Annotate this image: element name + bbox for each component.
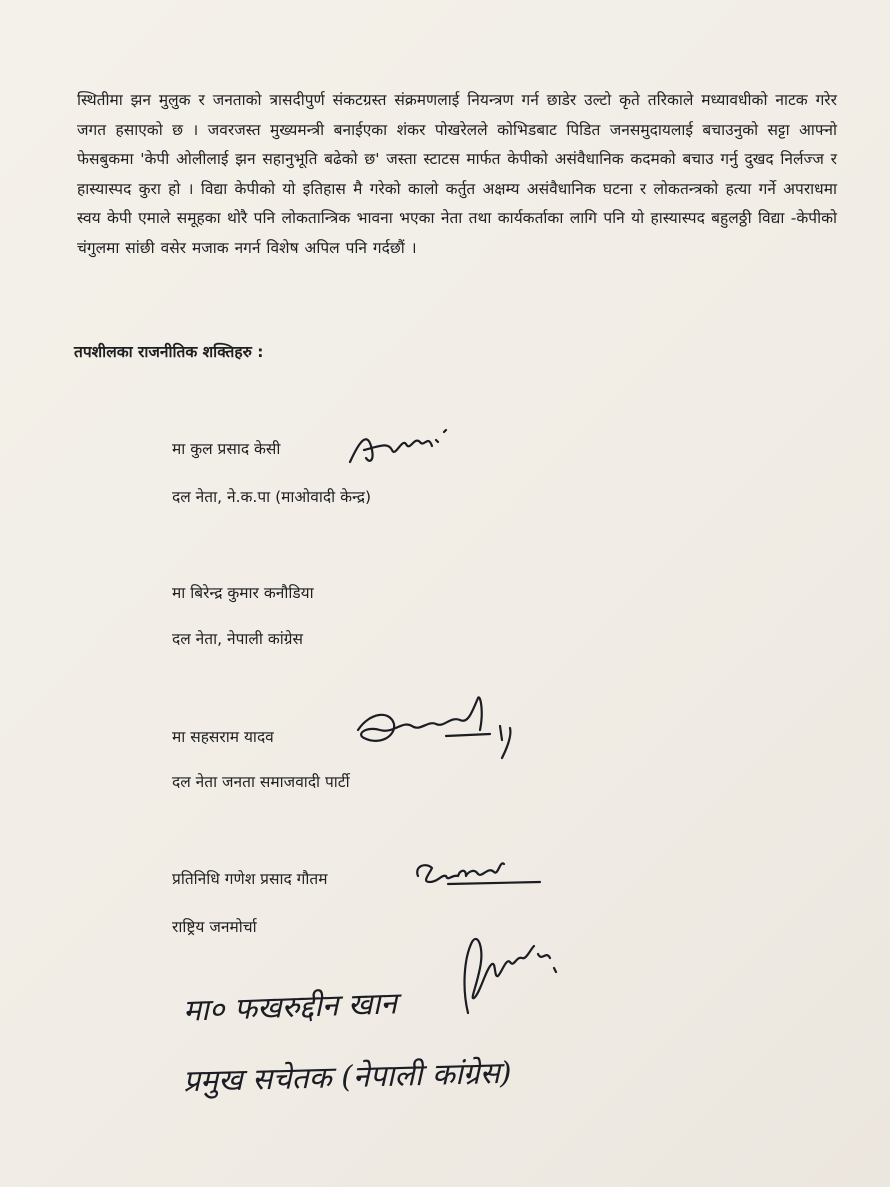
signature-mark <box>408 846 548 891</box>
body-paragraph: स्थितीमा झन मुलुक र जनताको त्रासदीपुर्ण संकटग्रस्त संक्रमणलाई नियन्त्रण गर्न छाडेर उल्टो कृते तरिकाले मध्यावधीको नाटक गरेर जगत हसाएको छ । जवरजस्त मुख्यमन्त्री बनाईएका शंकर पोखरेलले कोभिडबाट पिडित जनसमुदायलाई बचाउनुको सट्टा आफ्नो फेसबुकमा 'केपी ओलीलाई झन सहानुभूति बढेको छ' जस्ता स्टाटस मार्फत केपीको असंवैधानिक कदमको बचाउ गर्नु दुखद निर्लज्ज र हास्यास्पद कुरा हो । विद्या केपीको यो इतिहास मै गरेको कालो कर्तुत अक्षम्य असंवैधानिक घटना र लोकतन्त्रको हत्या गर्ने अपराधमा स्वय केपी एमाले समूहका थोरै पनि लोकतान्त्रिक भावना भएका नेता तथा कार्यकर्ताका लागि पनि यो हास्यास्पद बहुलठ्ठी विद्या -केपीको चंगुलमा सांछी वसेर मजाक नगर्न विशेष अपिल पनि गर्दछौं । <box>77 91 837 257</box>
handwritten-title: प्रमुख सचेतक (नेपाली कांग्रेस) <box>182 1055 513 1100</box>
signature-mark <box>450 928 570 1023</box>
handwritten-name: मा० फखरुद्दीन खान <box>182 986 398 1029</box>
signatory-title: दल नेता, नेपाली कांग्रेस <box>172 630 303 648</box>
signatory-name: प्रतिनिधि गणेश प्रसाद गौतम <box>172 870 328 888</box>
signature-mark <box>340 420 460 470</box>
signatory-name: मा सहसराम यादव <box>172 728 274 746</box>
signatories-heading: तपशीलका राजनीतिक शक्तिहरु : <box>74 343 264 361</box>
signature-mark <box>350 690 525 770</box>
signatory-name: मा कुल प्रसाद केसी <box>172 440 281 458</box>
signatory-title: दल नेता जनता समाजवादी पार्टी <box>172 773 350 791</box>
signatory-title: दल नेता, ने.क.पा (माओवादी केन्द्र) <box>172 488 372 506</box>
signatory-title: राष्ट्रिय जनमोर्चा <box>172 918 257 936</box>
signatory-name: मा बिरेन्द्र कुमार कनौडिया <box>172 584 314 602</box>
